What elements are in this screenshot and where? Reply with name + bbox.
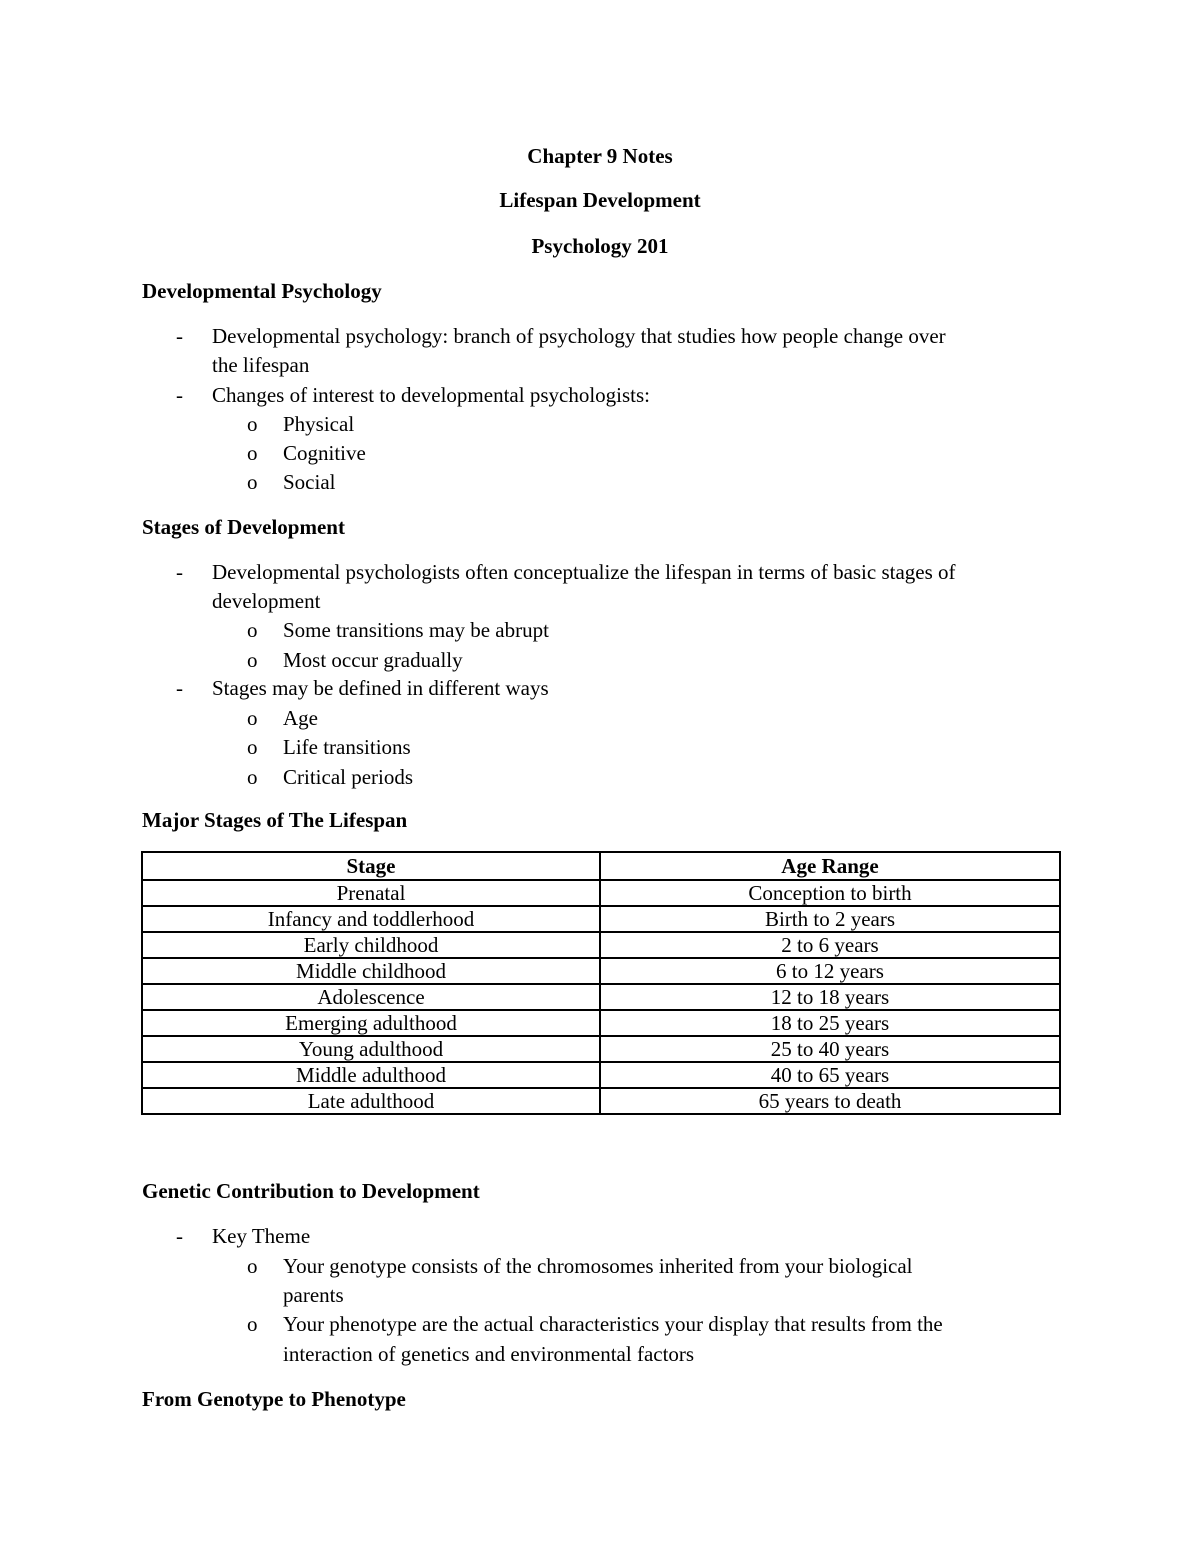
bullet-marker: o [247, 648, 258, 672]
bullet-marker: o [247, 1254, 258, 1278]
stage-cell: Middle childhood [142, 958, 600, 984]
dash-marker: - [176, 560, 183, 584]
bullet-marker: o [247, 706, 258, 730]
age-range-cell: 65 years to death [600, 1088, 1060, 1114]
bullet-marker: o [247, 1312, 258, 1336]
stage-cell: Emerging adulthood [142, 1010, 600, 1036]
dash-marker: - [176, 324, 183, 348]
age-range-cell: 2 to 6 years [600, 932, 1060, 958]
sub-list-item: Age [283, 706, 318, 730]
age-range-cell: Birth to 2 years [600, 906, 1060, 932]
table-row [142, 932, 1060, 958]
bullet-marker: o [247, 618, 258, 642]
list-item: Developmental psychology: branch of psychology that studies how people change over [212, 324, 946, 348]
dash-marker: - [176, 1224, 183, 1248]
stage-cell: Prenatal [142, 880, 600, 906]
table-row [142, 1062, 1060, 1088]
age-range-cell: 40 to 65 years [600, 1062, 1060, 1088]
list-item: Changes of interest to developmental psychologists: [212, 383, 651, 407]
age-range-cell: 6 to 12 years [600, 958, 1060, 984]
section-heading-stages-of-development: Stages of Development [142, 515, 345, 539]
stage-cell: Young adulthood [142, 1036, 600, 1062]
sub-list-item: Physical [283, 412, 355, 436]
sub-list-item: Your phenotype are the actual characteristics your display that results from the [283, 1312, 943, 1336]
table-row [142, 1036, 1060, 1062]
section-heading-developmental-psychology: Developmental Psychology [142, 279, 382, 303]
table-header-row [142, 852, 1060, 880]
list-item: Key Theme [212, 1224, 311, 1248]
course-name: Psychology 201 [531, 234, 669, 258]
age-range-cell: 18 to 25 years [600, 1010, 1060, 1036]
list-item-continuation: the lifespan [212, 353, 310, 377]
table-row [142, 984, 1060, 1010]
list-item-continuation: development [212, 589, 321, 613]
document-title: Chapter 9 Notes [527, 144, 673, 168]
section-heading-genotype-to-phenotype: From Genotype to Phenotype [142, 1387, 406, 1411]
document-subtitle: Lifespan Development [499, 188, 701, 212]
table-row [142, 1088, 1060, 1114]
sub-list-item: Your genotype consists of the chromosomes inherited from your biological [283, 1254, 913, 1278]
list-item: Developmental psychologists often conceptualize the lifespan in terms of basic stages of [212, 560, 956, 584]
table-row [142, 958, 1060, 984]
age-range-cell: Conception to birth [600, 880, 1060, 906]
list-item: Stages may be defined in different ways [212, 676, 549, 700]
section-heading-major-stages: Major Stages of The Lifespan [142, 808, 408, 832]
sub-list-item: Life transitions [283, 735, 411, 759]
age-range-cell: 12 to 18 years [600, 984, 1060, 1010]
dash-marker: - [176, 383, 183, 407]
sub-list-item: Cognitive [283, 441, 366, 465]
sub-list-item: Some transitions may be abrupt [283, 618, 549, 642]
lifespan-stages-table [141, 851, 1061, 1115]
sub-list-item: Most occur gradually [283, 648, 463, 672]
age-range-cell: 25 to 40 years [600, 1036, 1060, 1062]
bullet-marker: o [247, 470, 258, 494]
bullet-marker: o [247, 412, 258, 436]
sub-list-item-continuation: interaction of genetics and environmental factors [283, 1342, 695, 1366]
stage-cell: Adolescence [142, 984, 600, 1010]
sub-list-item: Social [283, 470, 336, 494]
sub-list-item-continuation: parents [283, 1283, 344, 1307]
stage-cell: Late adulthood [142, 1088, 600, 1114]
stage-cell: Middle adulthood [142, 1062, 600, 1088]
section-heading-genetic-contribution: Genetic Contribution to Development [142, 1179, 480, 1203]
dash-marker: - [176, 676, 183, 700]
bullet-marker: o [247, 441, 258, 465]
sub-list-item: Critical periods [283, 765, 414, 789]
stage-cell: Infancy and toddlerhood [142, 906, 600, 932]
column-header-age-range: Age Range [600, 852, 1060, 880]
table-row [142, 906, 1060, 932]
table-row [142, 1010, 1060, 1036]
bullet-marker: o [247, 735, 258, 759]
stage-cell: Early childhood [142, 932, 600, 958]
bullet-marker: o [247, 765, 258, 789]
table-row [142, 880, 1060, 906]
column-header-stage: Stage [142, 852, 600, 880]
